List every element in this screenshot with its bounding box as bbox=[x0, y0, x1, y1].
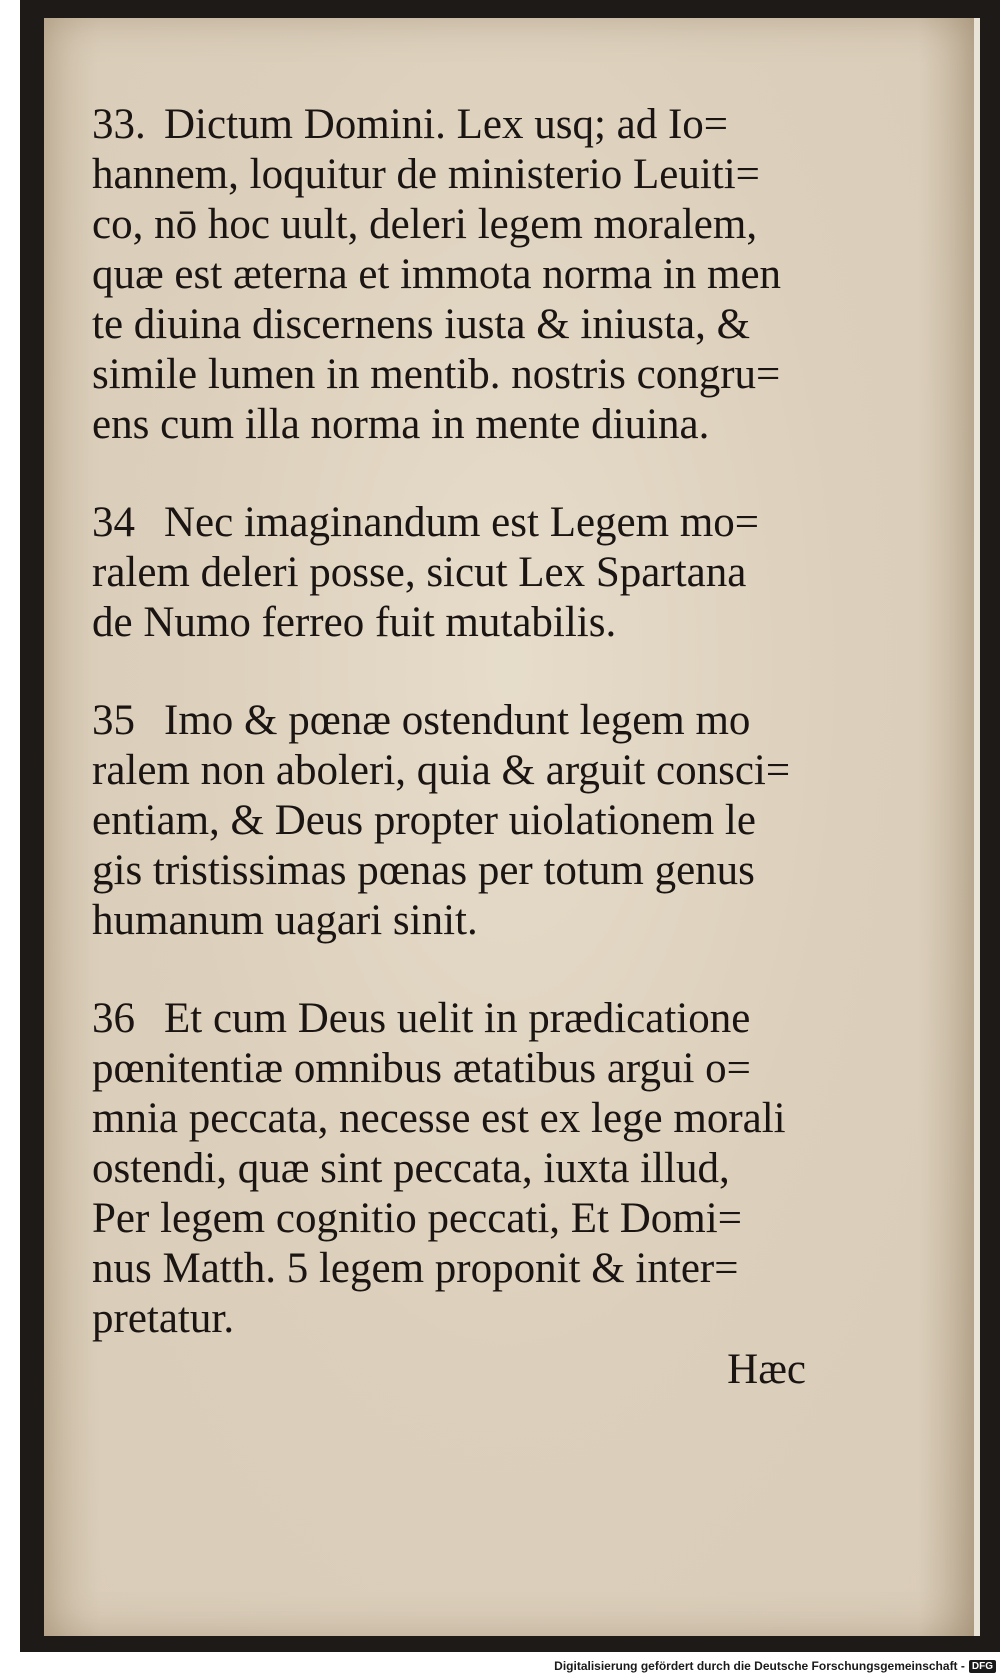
page-text bbox=[92, 100, 852, 1392]
text-line: te diuina discernens iusta & iniusta, & bbox=[92, 301, 751, 348]
text-line: quæ est æterna et immota norma in men bbox=[92, 251, 782, 298]
dfg-logo-icon: DFG bbox=[969, 1660, 996, 1673]
text-line: gis tristissimas pœnas per totum genus bbox=[92, 847, 755, 894]
text-line: ralem non aboleri, quia & arguit consci= bbox=[92, 747, 791, 794]
catchword: Hæc bbox=[727, 1346, 806, 1393]
paragraph-number: 36 bbox=[92, 995, 135, 1042]
text-line: humanum uagari sinit. bbox=[92, 897, 478, 944]
text-line: Per legem cognitio peccati, Et Domi= bbox=[92, 1195, 742, 1242]
paragraph-number: 35 bbox=[92, 697, 135, 744]
paragraph-35 bbox=[92, 696, 852, 946]
text-line: ostendi, quæ sint peccata, iuxta illud, bbox=[92, 1145, 730, 1192]
text-line: 34 Nec imaginandum est Legem mo= bbox=[92, 499, 760, 546]
text-line: 35 Imo & pœnæ ostendunt legem mo bbox=[92, 697, 751, 744]
text-line: nus Matth. 5 legem proponit & inter= bbox=[92, 1245, 739, 1292]
text-line: entiam, & Deus propter uiolationem le bbox=[92, 797, 756, 844]
text-line: co, nō hoc uult, deleri legem moralem, bbox=[92, 201, 758, 248]
paragraph-number: 33. bbox=[92, 101, 146, 148]
credit-text: Digitalisierung gefördert durch die Deutsche Forschungsgemeinschaft - bbox=[554, 1659, 965, 1673]
text-line: simile lumen in mentib. nostris congru= bbox=[92, 351, 781, 398]
text-line: ens cum illa norma in mente diuina. bbox=[92, 401, 710, 448]
text-line: mnia peccata, necesse est ex lege morali bbox=[92, 1095, 786, 1142]
paragraph-36 bbox=[92, 994, 852, 1344]
paragraph-33 bbox=[92, 100, 852, 450]
text-line: 33. Dictum Domini. Lex usq; ad Io= bbox=[92, 101, 729, 148]
text-line: ralem deleri posse, sicut Lex Spartana bbox=[92, 549, 747, 596]
text-line: 36 Et cum Deus uelit in prædicatione bbox=[92, 995, 751, 1042]
text-line: hannem, loquitur de ministerio Leuiti= bbox=[92, 151, 760, 198]
digitization-credit bbox=[554, 1659, 996, 1673]
paragraph-number: 34 bbox=[92, 499, 135, 546]
text-line: pœnitentiæ omnibus ætatibus argui o= bbox=[92, 1045, 751, 1092]
paragraph-34 bbox=[92, 498, 852, 648]
text-line: pretatur. bbox=[92, 1295, 235, 1342]
text-line: de Numo ferreo fuit mutabilis. bbox=[92, 599, 617, 646]
